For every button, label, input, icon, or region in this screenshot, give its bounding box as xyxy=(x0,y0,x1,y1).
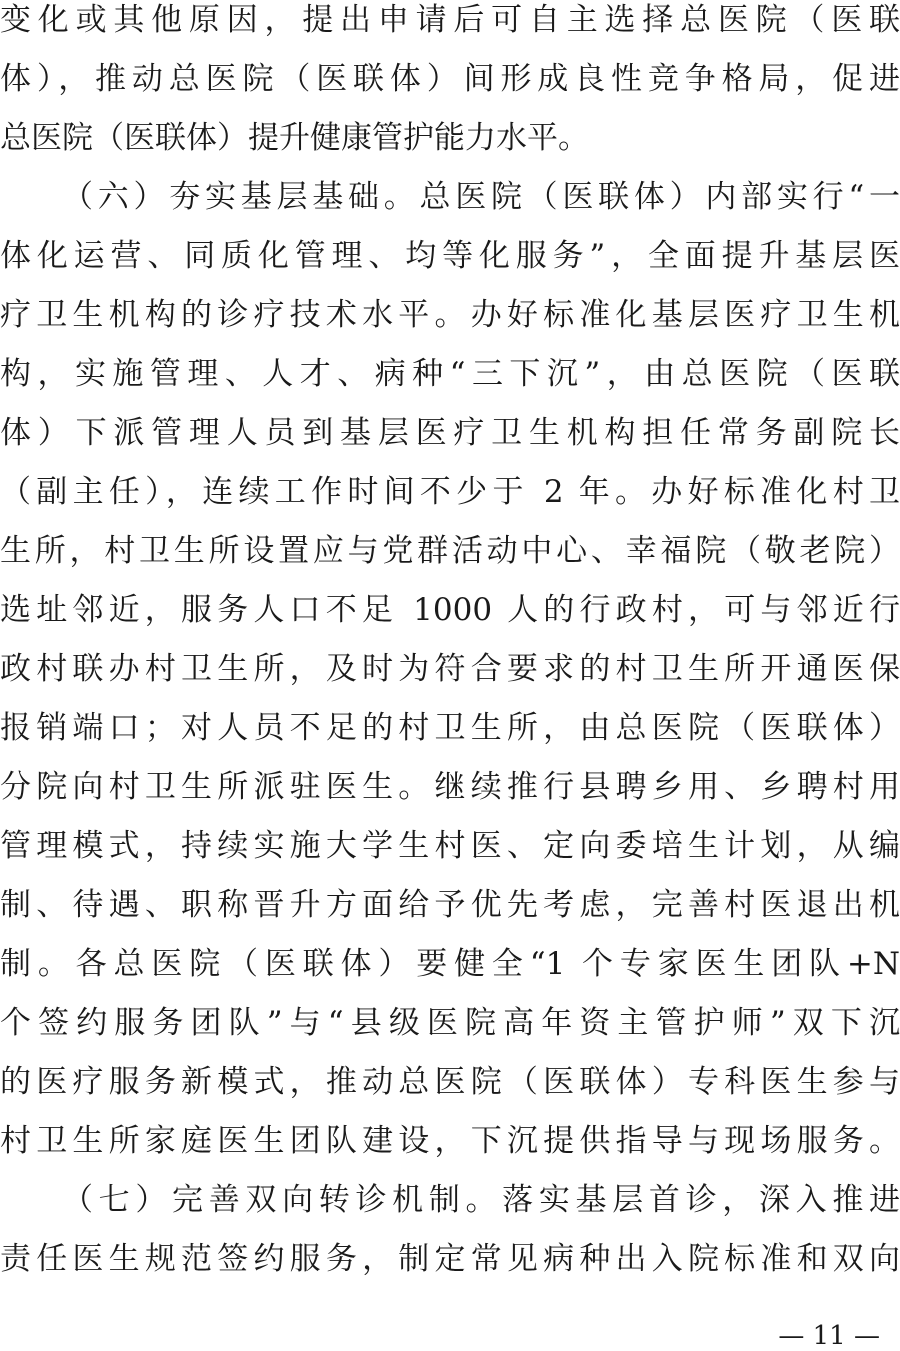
text-line: 的医疗服务新模式，推动总医院（医联体）专科医生参与 xyxy=(0,1064,900,1100)
text-line: 生所，村卫生所设置应与党群活动中心、幸福院（敬老院） xyxy=(0,533,900,569)
text-line: 村卫生所家庭医生团队建设，下沉提供指导与现场服务。 xyxy=(0,1123,900,1159)
text-line: 分院向村卫生所派驻医生。继续推行县聘乡用、乡聘村用 xyxy=(0,769,900,805)
text-line: 个签约服务团队”与“县级医院高年资主管护师”双下沉 xyxy=(0,1005,900,1041)
text-line: 政村联办村卫生所，及时为符合要求的村卫生所开通医保 xyxy=(0,651,900,687)
text-line: 责任医生规范签约服务，制定常见病种出入院标准和双向 xyxy=(0,1241,900,1277)
section-heading-line: （七）完善双向转诊机制。落实基层首诊，深入推进 xyxy=(62,1182,900,1218)
page-number: — 11 — xyxy=(778,1321,880,1351)
text-line: 报销端口；对人员不足的村卫生所，由总医院（医联体） xyxy=(0,710,900,746)
text-line: （副主任），连续工作时间不少于 2 年。办好标准化村卫 xyxy=(0,474,900,510)
text-line: 制。各总医院（医联体）要健全“1 个专家医生团队+N xyxy=(0,946,900,982)
text-line: 管理模式，持续实施大学生村医、定向委培生计划，从编 xyxy=(0,828,900,864)
text-line: 体化运营、同质化管理、均等化服务”，全面提升基层医 xyxy=(0,238,900,274)
text-line: 选址邻近，服务人口不足 1000 人的行政村，可与邻近行 xyxy=(0,592,900,628)
text-line: 制、待遇、职称晋升方面给予优先考虑，完善村医退出机 xyxy=(0,887,900,923)
text-line: 总医院（医联体）提升健康管护能力水平。 xyxy=(0,120,589,156)
text-line: 体）下派管理人员到基层医疗卫生机构担任常务副院长 xyxy=(0,415,900,451)
text-line: 变化或其他原因，提出申请后可自主选择总医院（医联 xyxy=(0,2,900,38)
text-line: 疗卫生机构的诊疗技术水平。办好标准化基层医疗卫生机 xyxy=(0,297,900,333)
text-line: 构，实施管理、人才、病种“三下沉”，由总医院（医联 xyxy=(0,356,900,392)
section-heading-line: （六）夯实基层基础。总医院（医联体）内部实行“一 xyxy=(62,179,900,215)
text-line: 体），推动总医院（医联体）间形成良性竞争格局，促进 xyxy=(0,61,900,97)
